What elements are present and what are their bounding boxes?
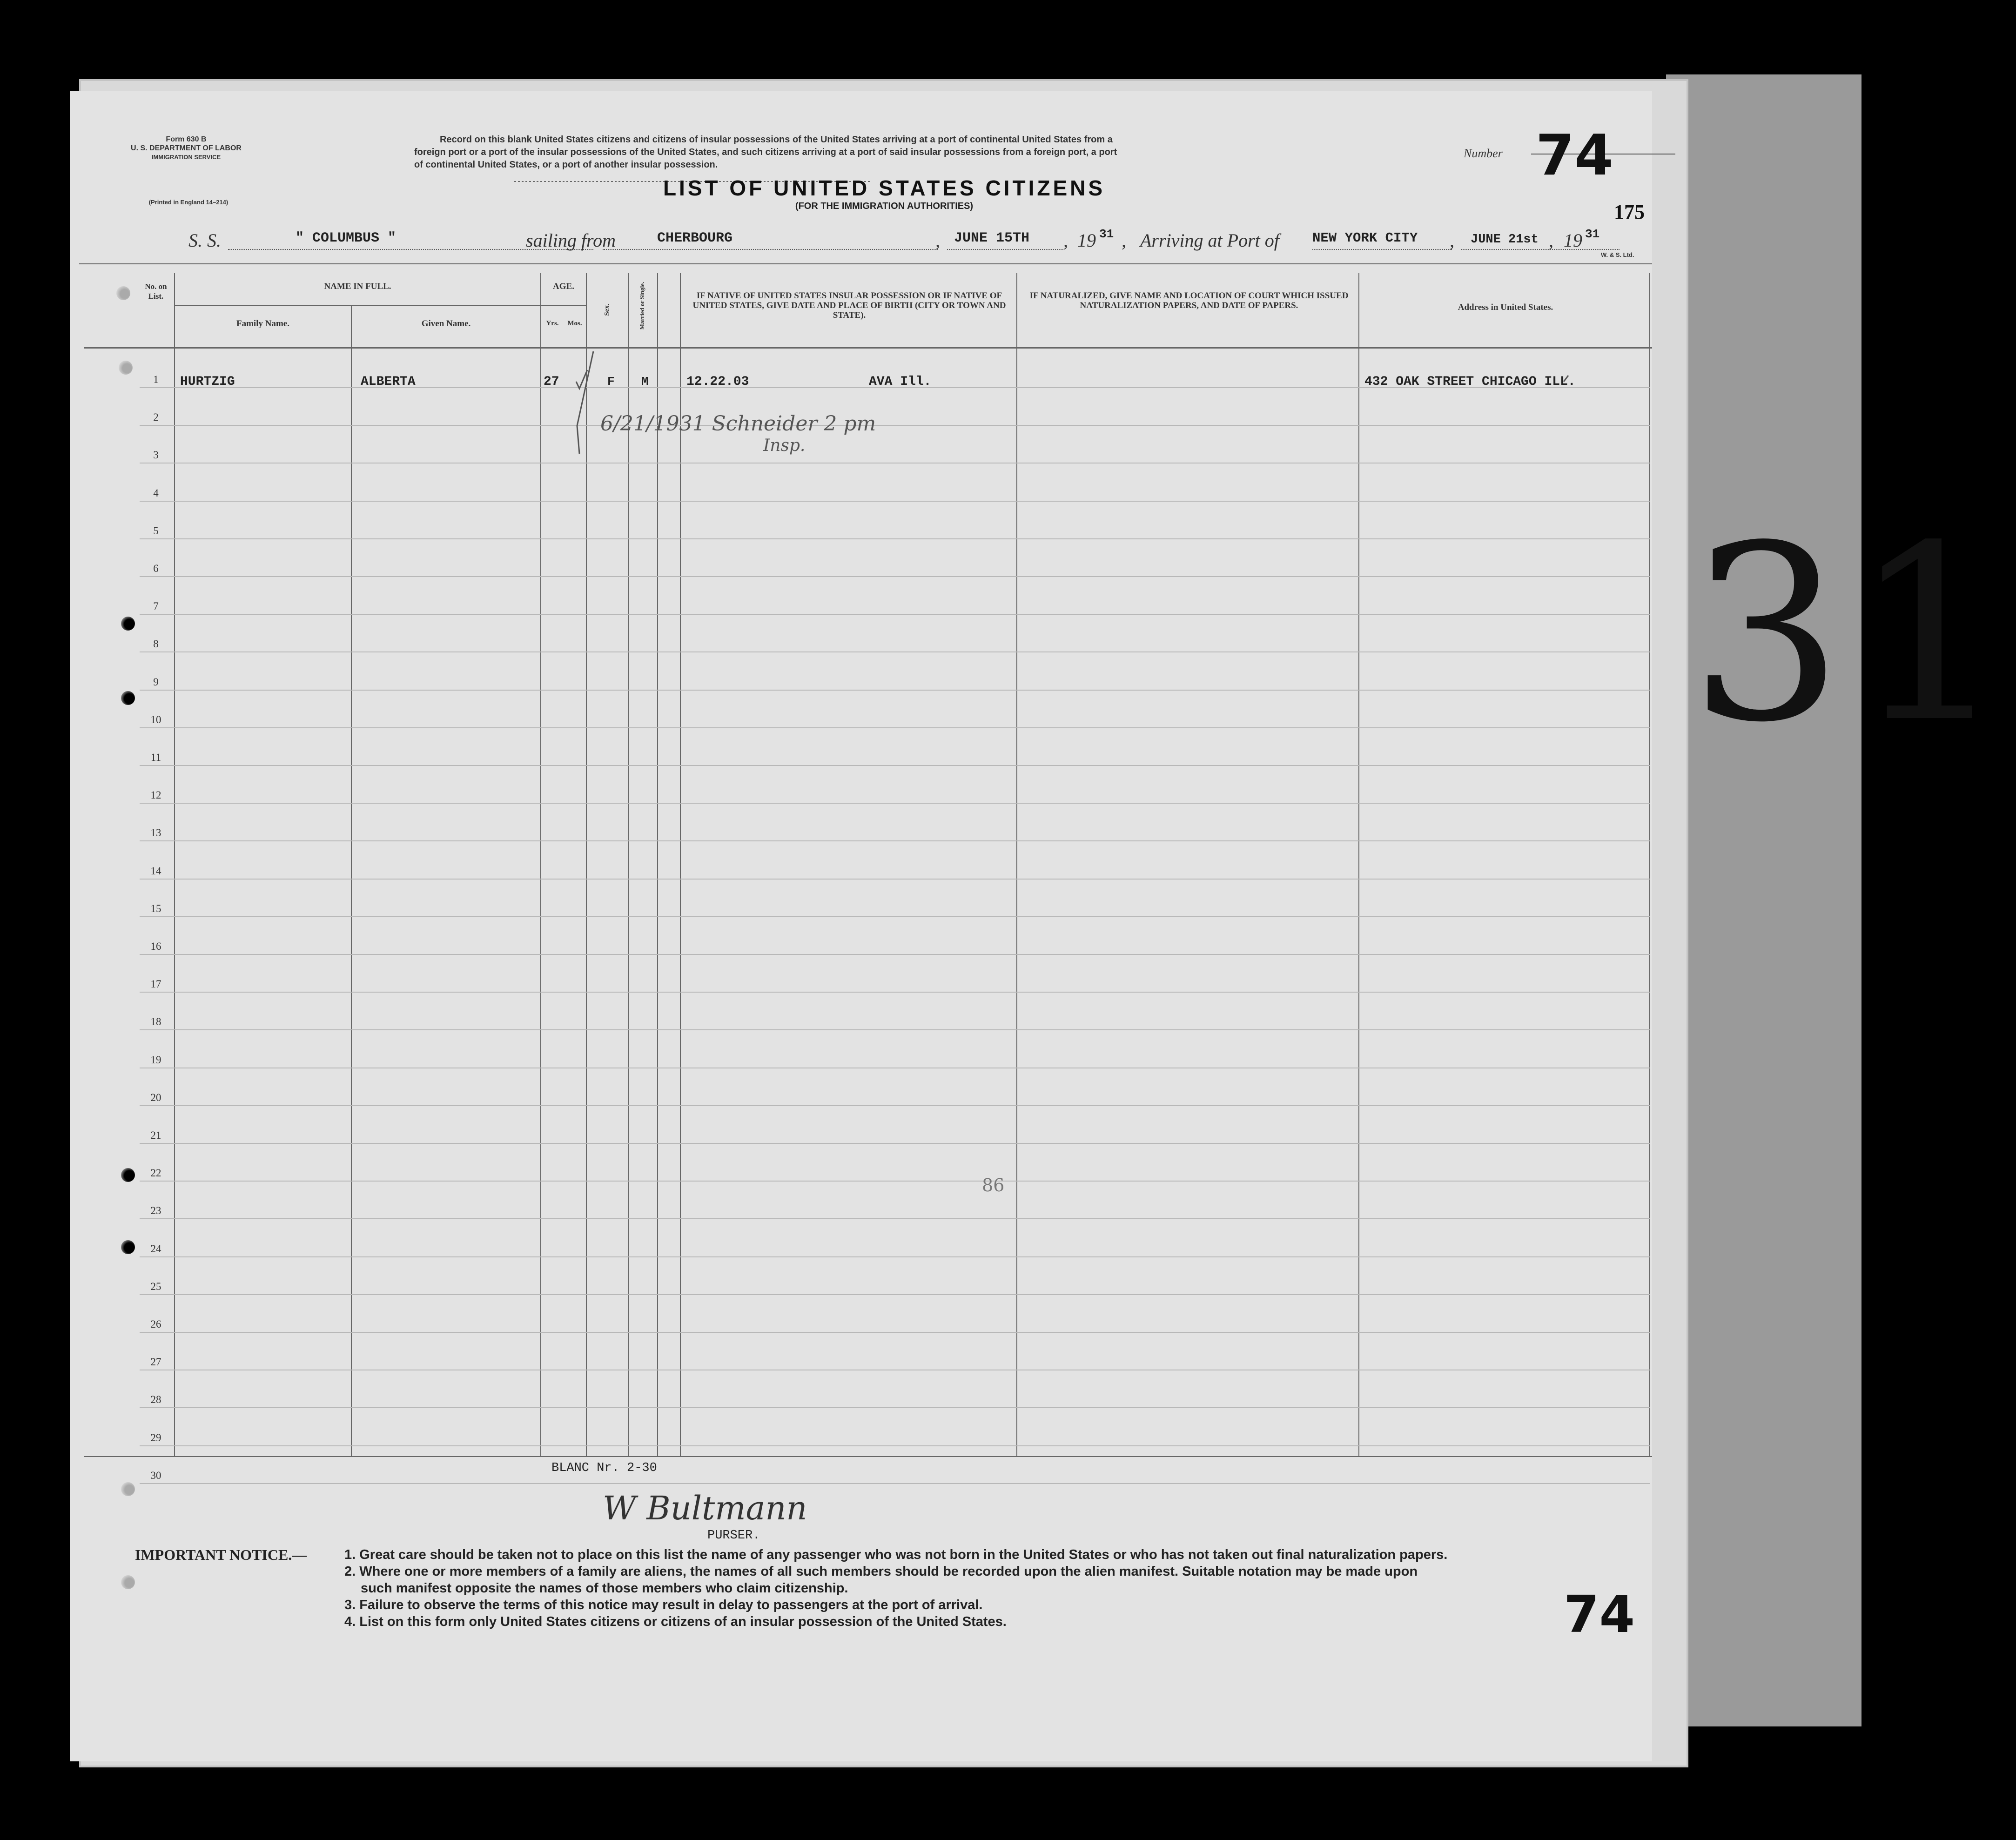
punch-hole	[116, 286, 130, 300]
stamp-number: 74	[1564, 1585, 1635, 1644]
margin-mark: 86	[982, 1175, 1005, 1195]
purser-signature: W Bultmann	[603, 1489, 807, 1527]
blanc-number: BLANC Nr. 2-30	[551, 1461, 657, 1475]
header-naturalized: IF NATURALIZED, GIVE NAME AND LOCATION OF COURT WHICH ISSUED NATURALIZATION PAPERS, AND DATE OF PAPERS.	[1029, 291, 1349, 310]
punch-hole	[121, 1240, 135, 1254]
header-family-name: Family Name.	[236, 319, 289, 329]
row-number: 30	[150, 1470, 161, 1481]
arrival-port: NEW YORK CITY	[1312, 230, 1418, 246]
row-number: 25	[150, 1281, 161, 1292]
row-number: 3	[153, 449, 159, 461]
passenger-age: 27	[544, 375, 559, 389]
notice-item-4: 4. List on this form only United States citizens or citizens of an insular possession of the United States.	[344, 1614, 1007, 1629]
arrival-year: 31	[1585, 227, 1600, 241]
row-number: 26	[150, 1318, 161, 1330]
number-label: Number	[1464, 147, 1503, 160]
header-no-on-list: No. on List.	[145, 282, 167, 301]
punch-hole	[121, 1575, 135, 1589]
row-number: 11	[150, 752, 161, 763]
row-number: 24	[150, 1243, 161, 1255]
department: U. S. DEPARTMENT OF LABOR	[131, 144, 242, 152]
admission-note: 6/21/1931 Schneider 2 pm	[600, 412, 876, 436]
notice-item-2: 2. Where one or more members of a family are aliens, the names of all such members should be recorded upon the alien manifest. Suitable notation may be made upon	[344, 1564, 1418, 1579]
form-number: Form 630 B	[166, 135, 207, 143]
arrival-year-prefix: 19	[1564, 230, 1582, 251]
row-number: 23	[150, 1205, 161, 1216]
passenger-marital: M	[641, 375, 649, 389]
pen-marks	[70, 91, 1652, 1761]
header-name-in-full: NAME IN FULL.	[324, 282, 391, 291]
printed-note: (Printed in England 14–214)	[148, 199, 228, 206]
page-subtitle: (FOR THE IMMIGRATION AUTHORITIES)	[795, 201, 974, 211]
notice-item-3: 3. Failure to observe the terms of this notice may result in delay to passengers at the port of arrival.	[344, 1598, 983, 1612]
service: IMMIGRATION SERVICE	[151, 154, 221, 161]
row-number: 4	[153, 487, 159, 499]
row-number: 15	[150, 903, 161, 914]
notice-item-1: 1. Great care should be taken not to place on this list the name of any passenger who was not born in the United States or who has not taken out final naturalization papers.	[344, 1547, 1448, 1562]
row-number: 18	[150, 1016, 161, 1027]
row-number: 16	[150, 940, 161, 952]
row-number: 14	[150, 865, 161, 877]
manifest-page	[70, 91, 1652, 1761]
header-mos: Mos.	[567, 320, 582, 327]
from-port: CHERBOURG	[657, 230, 733, 246]
punch-hole	[121, 1168, 135, 1182]
back-sheet-number: 31	[1689, 493, 2016, 775]
row-number: 27	[150, 1356, 161, 1368]
passenger-birth-place: AVA Ill.	[869, 375, 932, 389]
passenger-given-name: ALBERTA	[361, 375, 416, 389]
back-sheet	[1666, 74, 2016, 1726]
header-married: Married or Single.	[638, 282, 645, 330]
passenger-sex: F	[607, 375, 615, 389]
row-number: 20	[150, 1092, 161, 1103]
row-number: 28	[150, 1394, 161, 1405]
ship-name: " COLUMBUS "	[296, 230, 396, 246]
punch-hole	[119, 361, 133, 375]
header-yrs: Yrs.	[546, 320, 559, 327]
row-number: 7	[153, 600, 159, 612]
punch-hole	[121, 1482, 135, 1496]
comma-2: ,	[1063, 230, 1068, 251]
row-number: 8	[153, 638, 159, 650]
printer-mark: W. & S. Ltd.	[1601, 251, 1634, 258]
header-sex: Sex.	[603, 303, 611, 316]
row-number: 2	[153, 411, 159, 423]
admission-note-inspector: Insp.	[763, 436, 806, 455]
ss-label: S. S.	[188, 230, 221, 251]
header-address: Address in United States.	[1458, 302, 1553, 312]
row-number: 17	[150, 978, 161, 990]
header-native: IF NATIVE OF UNITED STATES INSULAR POSSESSION OR IF NATIVE OF UNITED STATES, GIVE DATE AND PLACE OF BIRTH (CITY OR TOWN AND STATE).	[692, 291, 1006, 320]
row-number: 19	[150, 1054, 161, 1066]
number-value: 74	[1536, 123, 1613, 188]
notice-label: IMPORTANT NOTICE.—	[135, 1546, 307, 1563]
row-number: 22	[150, 1167, 161, 1179]
passenger-address: 432 OAK STREET CHICAGO ILL.	[1364, 375, 1576, 389]
depart-date: JUNE 15TH	[954, 230, 1030, 246]
row-number: 10	[150, 714, 161, 725]
header-given-name: Given Name.	[421, 319, 471, 329]
passenger-family-name: HURTZIG	[180, 375, 235, 389]
comma-5: ,	[1549, 230, 1553, 251]
row-number: 21	[150, 1129, 161, 1141]
row-number: 6	[153, 563, 159, 574]
punch-hole	[121, 691, 135, 705]
instructions-line-1: Record on this blank United States citizens and citizens of insular possessions of the United States arriving at a port of continental United States from a	[440, 134, 1113, 145]
comma-1: ,	[935, 230, 940, 251]
arriving-label: Arriving at Port of	[1140, 230, 1279, 251]
arrival-date: JUNE 21st	[1471, 233, 1539, 247]
instructions-line-2: foreign port or a port of the insular possessions of the United States, and such citizens arriving at a port of said insular possessions from a foreign port, a port	[414, 147, 1117, 157]
page-stamp: 175	[1614, 201, 1645, 223]
header-age: AGE.	[553, 282, 574, 291]
row-number: 1	[153, 374, 159, 385]
punch-hole	[121, 617, 135, 631]
notice-list	[344, 1546, 1638, 1630]
depart-year-prefix: 19	[1077, 230, 1096, 251]
row-number: 5	[153, 525, 159, 537]
sailing-label: sailing from	[526, 230, 616, 251]
row-number: 29	[150, 1432, 161, 1444]
notice-item-2-cont: such manifest opposite the names of those members who claim citizenship.	[361, 1581, 848, 1596]
row-number: 9	[153, 676, 159, 688]
comma-4: ,	[1450, 230, 1454, 251]
purser-label: PURSER.	[707, 1529, 760, 1543]
instructions-line-3: of continental United States, or a port of another insular possession.	[414, 160, 718, 170]
passenger-birth-date: 12.22.03	[686, 375, 749, 389]
row-number: 13	[150, 827, 161, 839]
row-number: 12	[150, 789, 161, 801]
depart-year: 31	[1099, 227, 1114, 241]
comma-3: ,	[1122, 230, 1126, 251]
page-title: LIST OF UNITED STATES CITIZENS	[663, 176, 1106, 200]
